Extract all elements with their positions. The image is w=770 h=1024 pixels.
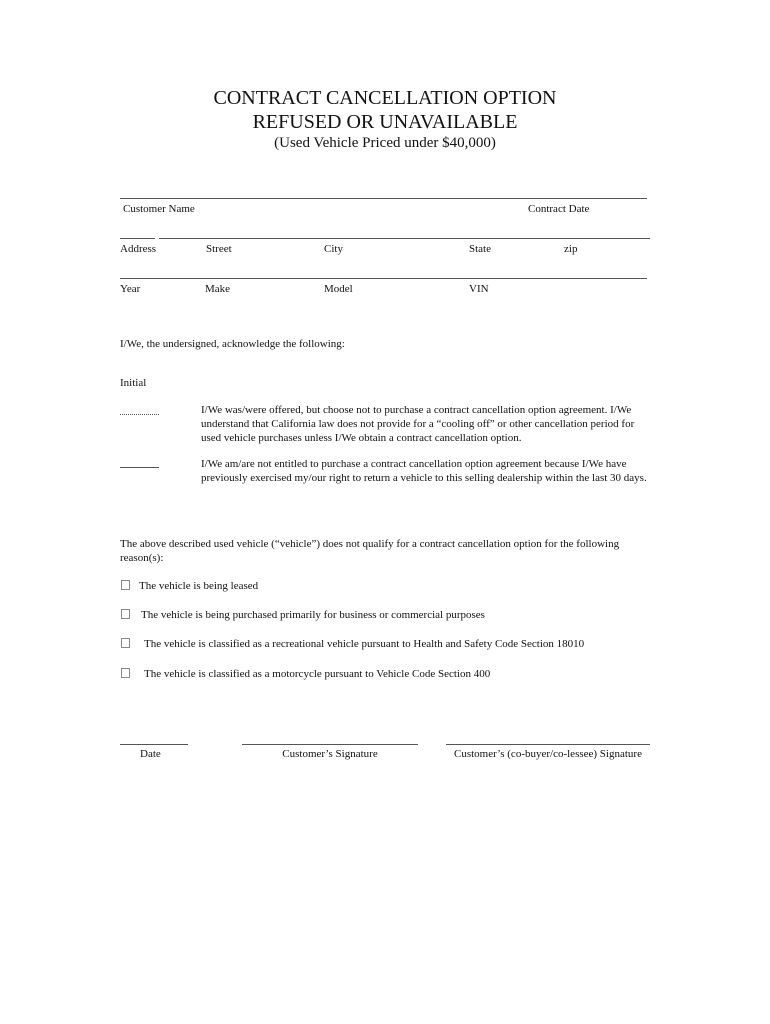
make-label: Make (205, 283, 231, 295)
customer-signature-line[interactable] (242, 744, 418, 745)
acknowledge-item-1: I/We was/were offered, but choose not to purchase a contract cancellation option agreement. I/We understand that California law does not provide for a “cooling off” or other cancellation period for used vehicle purchases unless I/We obtain a contract cancellation option. (201, 404, 635, 444)
zip-label: zip (564, 243, 578, 255)
date-signature-label: Date (140, 748, 161, 760)
model-label: Model (324, 283, 353, 295)
reasons-intro: The above described used vehicle (“vehicle”) does not qualify for a contract cancellation option for the following reason(s): (120, 538, 620, 564)
customer-name-line[interactable] (120, 198, 647, 199)
initial-line-1[interactable] (120, 414, 159, 415)
initial-label: Initial (120, 377, 147, 389)
cobuyer-signature-line[interactable] (446, 744, 650, 745)
title-line-1: CONTRACT CANCELLATION OPTION (213, 87, 557, 109)
title-line-2: REFUSED OR UNAVAILABLE (252, 111, 518, 133)
cobuyer-signature-label: Customer’s (co-buyer/co-lessee) Signature (454, 748, 642, 760)
date-signature-line[interactable] (120, 744, 188, 745)
initial-line-2[interactable] (120, 467, 159, 468)
state-label: State (469, 243, 491, 255)
subtitle: (Used Vehicle Priced under $40,000) (274, 135, 496, 151)
reason-label-recreational: The vehicle is classified as a recreational vehicle pursuant to Health and Safety Code Section 18010 (144, 638, 585, 650)
city-label: City (324, 243, 343, 255)
address-line[interactable] (159, 238, 650, 239)
reason-label-leased: The vehicle is being leased (139, 580, 259, 592)
reason-checkbox-recreational[interactable] (121, 638, 130, 648)
reason-checkbox-leased[interactable] (121, 580, 130, 590)
address-line-short[interactable] (120, 238, 155, 239)
vehicle-line[interactable] (120, 278, 647, 279)
reason-label-motorcycle: The vehicle is classified as a motorcycle pursuant to Vehicle Code Section 400 (144, 668, 491, 680)
reason-checkbox-motorcycle[interactable] (121, 668, 130, 678)
reason-label-business: The vehicle is being purchased primarily for business or commercial purposes (141, 609, 485, 621)
acknowledge-intro: I/We, the undersigned, acknowledge the following: (120, 338, 345, 350)
customer-signature-label: Customer’s Signature (282, 748, 378, 760)
customer-name-label: Customer Name (123, 203, 195, 215)
contract-date-label: Contract Date (528, 203, 590, 215)
acknowledge-item-2: I/We am/are not entitled to purchase a contract cancellation option agreement because I/We have previously exercised my/our right to return a vehicle to this selling dealership within the last 30 days. (201, 458, 647, 484)
year-label: Year (120, 283, 141, 295)
street-label: Street (206, 243, 232, 255)
vin-label: VIN (469, 283, 489, 295)
address-label: Address (120, 243, 157, 255)
reason-checkbox-business[interactable] (121, 609, 130, 619)
